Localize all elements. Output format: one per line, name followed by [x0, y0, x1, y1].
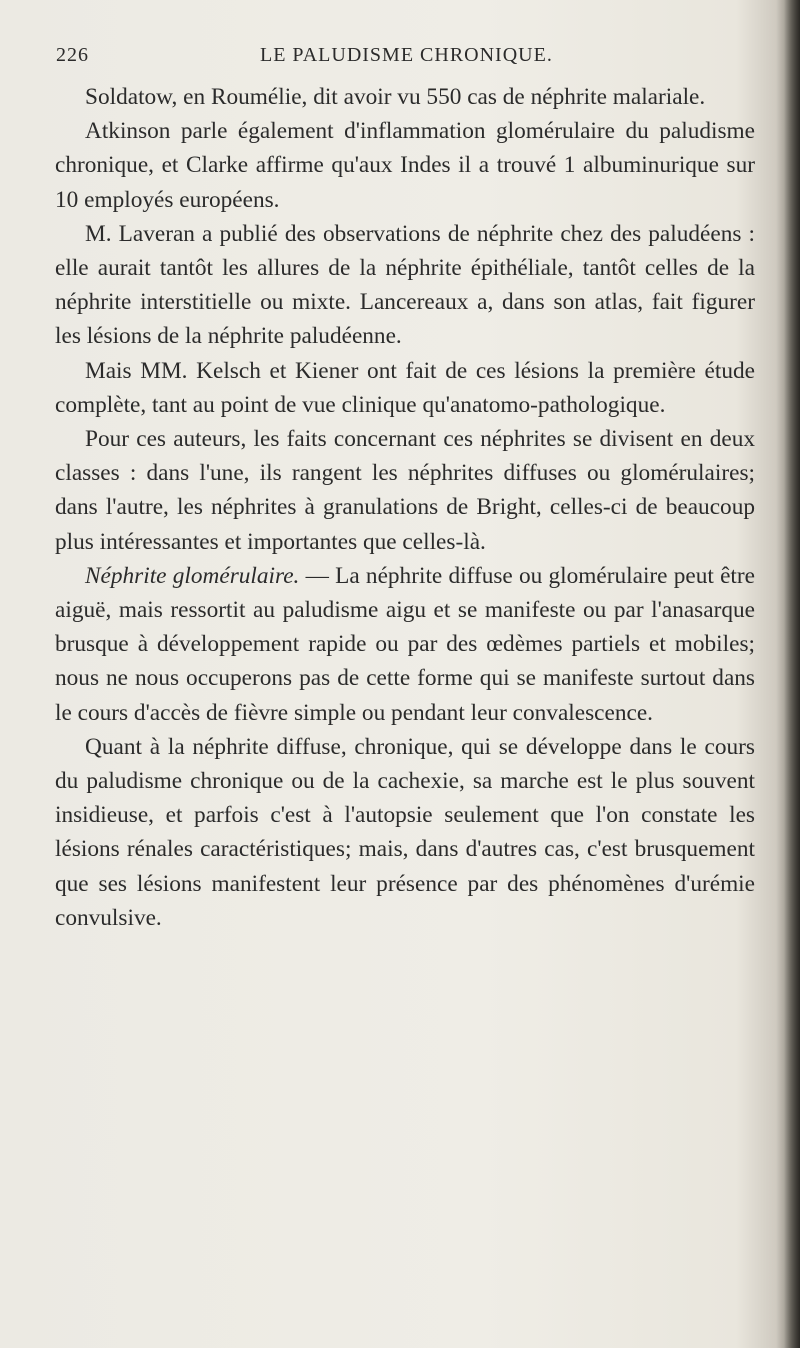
page-number: 226: [56, 44, 89, 66]
section-heading: Néphrite glomérulaire.: [85, 562, 300, 589]
paragraph: Mais MM. Kelsch et Kiener ont fait de ces lésions la première étude complète, tant au point de vue clinique qu'anatomo-pathologique.: [55, 357, 755, 418]
paragraph: M. Laveran a publié des observations de néphrite chez des paludéens : elle aurait tantôt les allures de la néphrite épithéliale, tantôt celles de la néphrite interstitielle ou mixte. Lancereaux a, dans son atlas, fait figurer les lésions de la néphrite paludéenne.: [55, 220, 755, 350]
page-edge-shadow: [784, 0, 800, 1348]
paragraph-with-heading: [55, 559, 755, 730]
paragraph: Soldatow, en Roumélie, dit avoir vu 550 cas de néphrite malariale.: [85, 84, 706, 110]
page-body: [55, 80, 755, 935]
paragraph-text: — La néphrite diffuse ou glomérulaire peut être aiguë, mais ressortit au paludisme aigu et se manifeste ou par l'anasarque brusque à développement rapide ou par des œdèmes partiels et mobiles; nous ne nous occuperons pas de cette forme qui se manifeste surtout dans le cours d'accès de fièvre simple ou pendant leur convalescence.: [55, 562, 755, 726]
running-title: LE PALUDISME CHRONIQUE.: [260, 44, 553, 66]
page-header: [56, 44, 756, 72]
paragraph: Atkinson parle également d'inflammation glomérulaire du paludisme chronique, et Clarke affirme qu'aux Indes il a trouvé 1 albuminurique sur 10 employés européens.: [55, 118, 755, 213]
paragraph: Quant à la néphrite diffuse, chronique, qui se développe dans le cours du paludisme chronique ou de la cachexie, sa marche est le plus souvent insidieuse, et parfois c'est à l'autopsie seulement que l'on constate les lésions rénales caractéristiques; mais, dans d'autres cas, c'est brusquement que ses lésions manifestent leur présence par des phénomènes d'urémie convulsive.: [55, 733, 755, 931]
paragraph: Pour ces auteurs, les faits concernant ces néphrites se divisent en deux classes : dans l'une, ils rangent les néphrites diffuses ou glomérulaires; dans l'autre, les néphrites à granulations de Bright, celles-ci de beaucoup plus intéressantes et importantes que celles-là.: [55, 426, 755, 555]
